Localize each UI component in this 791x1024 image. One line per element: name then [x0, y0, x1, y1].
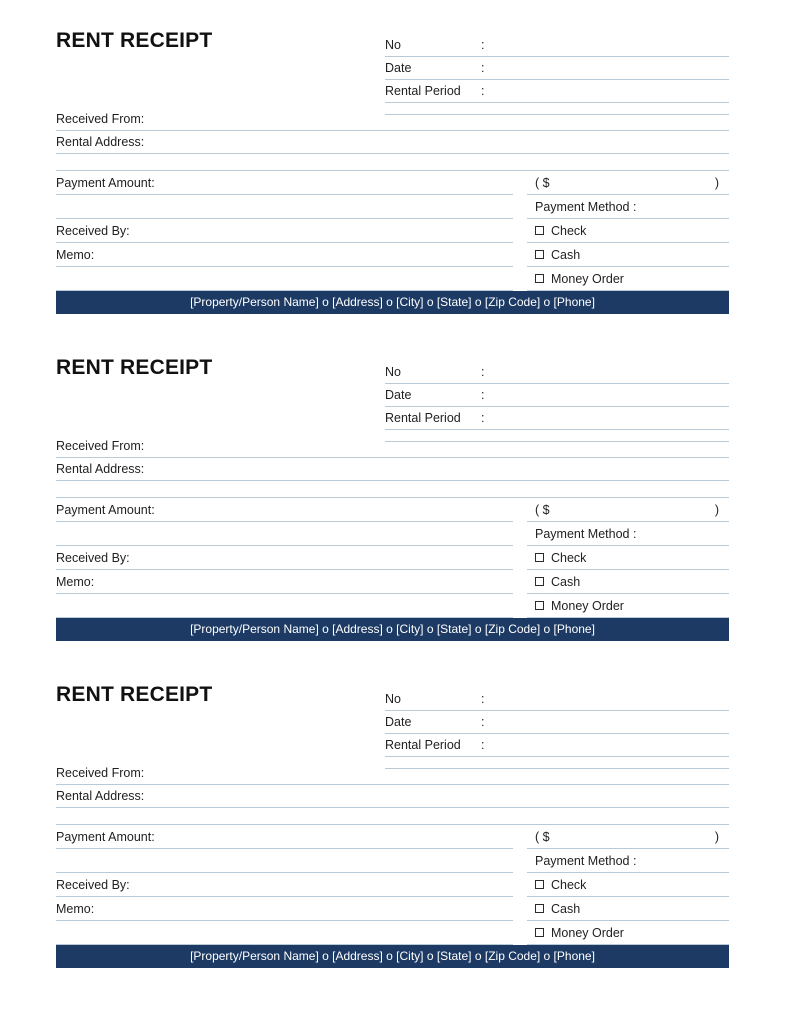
checkbox-icon[interactable]: [535, 226, 544, 235]
payment-method-option-check[interactable]: [527, 219, 729, 243]
payment-method-label-cash: Cash: [551, 247, 581, 262]
payment-method-label-cell: [527, 195, 729, 219]
field-label-rental-address: Rental Address:: [56, 134, 145, 149]
field-colon-rental-period: :: [481, 737, 485, 752]
receipt-footer-bar: [Property/Person Name] o [Address] o [City] o [State] o [Zip Code] o [Phone]: [56, 945, 729, 968]
field-colon-date: :: [481, 714, 485, 729]
checkbox-icon[interactable]: [535, 928, 544, 937]
field-label-received-by: Received By:: [56, 223, 130, 238]
currency-open-paren: ( $: [535, 175, 550, 190]
field-label-date: Date: [385, 60, 412, 75]
close-paren: ): [714, 175, 719, 190]
field-label-no: No: [385, 364, 401, 379]
payment-method-label: Payment Method :: [535, 199, 637, 214]
field-label-rental-address: Rental Address:: [56, 788, 145, 803]
payment-section: [56, 171, 729, 291]
field-colon-no: :: [481, 37, 485, 52]
payment-method-label: Payment Method :: [535, 853, 637, 868]
field-row-date[interactable]: [385, 384, 729, 407]
field-label-rental-period: Rental Period: [385, 410, 461, 425]
checkbox-icon[interactable]: [535, 904, 544, 913]
payment-right-column: [527, 171, 729, 291]
field-row-rental-period[interactable]: [385, 80, 729, 103]
field-label-received-by: Received By:: [56, 550, 130, 565]
field-label-no: No: [385, 37, 401, 52]
field-row-date[interactable]: [385, 57, 729, 80]
field-row-memo[interactable]: [56, 570, 513, 594]
field-row-rental-address[interactable]: [56, 458, 729, 481]
field-row-no[interactable]: [385, 361, 729, 384]
payment-section: [56, 825, 729, 945]
receipt-footer-bar: [Property/Person Name] o [Address] o [City] o [State] o [Zip Code] o [Phone]: [56, 618, 729, 641]
payment-amount-value-cell[interactable]: [527, 825, 729, 849]
section-divider-rule: [56, 154, 729, 171]
rent-receipt-block-1: [56, 28, 729, 314]
payment-method-label-check: Check: [551, 877, 587, 892]
payment-method-label-cell: [527, 522, 729, 546]
field-label-payment-amount: Payment Amount:: [56, 502, 155, 517]
currency-open-paren: ( $: [535, 829, 550, 844]
field-row-date[interactable]: [385, 711, 729, 734]
payment-method-option-money-order[interactable]: [527, 594, 729, 618]
field-label-received-by: Received By:: [56, 877, 130, 892]
rent-receipt-block-2: [56, 355, 729, 641]
payment-right-column: [527, 825, 729, 945]
field-row-no[interactable]: [385, 34, 729, 57]
payment-amount-value-cell[interactable]: [527, 171, 729, 195]
close-paren: ): [714, 829, 719, 844]
field-colon-no: :: [481, 364, 485, 379]
field-colon-no: :: [481, 691, 485, 706]
payment-section: [56, 498, 729, 618]
field-row-memo[interactable]: [56, 897, 513, 921]
receipt-meta-fields: [385, 361, 729, 442]
checkbox-icon[interactable]: [535, 553, 544, 562]
field-row-received-by[interactable]: [56, 873, 513, 897]
page-title: RENT RECEIPT: [56, 29, 213, 52]
field-row-received-by[interactable]: [56, 219, 513, 243]
field-row-rental-period[interactable]: [385, 407, 729, 430]
field-label-no: No: [385, 691, 401, 706]
payment-right-column: [527, 498, 729, 618]
payment-method-option-cash[interactable]: [527, 570, 729, 594]
payment-left-column: [56, 498, 513, 618]
field-label-payment-amount: Payment Amount:: [56, 829, 155, 844]
payment-method-label-money-order: Money Order: [551, 598, 624, 613]
meta-spacer-rule: [385, 757, 729, 769]
field-row-payment-amount[interactable]: [56, 498, 513, 522]
payment-left-column: [56, 825, 513, 945]
payment-method-label-money-order: Money Order: [551, 925, 624, 940]
field-label-received-from: Received From:: [56, 438, 145, 453]
payment-method-label-money-order: Money Order: [551, 271, 624, 286]
field-colon-date: :: [481, 387, 485, 402]
field-row-no[interactable]: [385, 688, 729, 711]
field-label-rental-address: Rental Address:: [56, 461, 145, 476]
payment-left-blank-2: [56, 921, 513, 945]
payment-method-label-cash: Cash: [551, 901, 581, 916]
payment-column-gap: [513, 825, 527, 945]
checkbox-icon[interactable]: [535, 601, 544, 610]
field-colon-rental-period: :: [481, 83, 485, 98]
payment-left-blank-1: [56, 849, 513, 873]
field-colon-date: :: [481, 60, 485, 75]
checkbox-icon[interactable]: [535, 577, 544, 586]
field-label-payment-amount: Payment Amount:: [56, 175, 155, 190]
receipt-footer-bar: [Property/Person Name] o [Address] o [City] o [State] o [Zip Code] o [Phone]: [56, 291, 729, 314]
receipt-meta-fields: [385, 688, 729, 769]
field-row-rental-address[interactable]: [56, 131, 729, 154]
payment-column-gap: [513, 171, 527, 291]
field-label-memo: Memo:: [56, 574, 95, 589]
section-divider-rule: [56, 808, 729, 825]
payment-method-label-cell: [527, 849, 729, 873]
field-label-rental-period: Rental Period: [385, 83, 461, 98]
field-row-payment-amount[interactable]: [56, 171, 513, 195]
checkbox-icon[interactable]: [535, 250, 544, 259]
payment-left-blank-1: [56, 522, 513, 546]
payment-left-column: [56, 171, 513, 291]
page-title: RENT RECEIPT: [56, 356, 213, 379]
field-label-memo: Memo:: [56, 247, 95, 262]
payment-method-label: Payment Method :: [535, 526, 637, 541]
payment-method-option-check[interactable]: [527, 873, 729, 897]
page-title: RENT RECEIPT: [56, 683, 213, 706]
receipt-meta-fields: [385, 34, 729, 115]
payment-method-label-check: Check: [551, 223, 587, 238]
meta-spacer-rule: [385, 430, 729, 442]
field-row-rental-period[interactable]: [385, 734, 729, 757]
payment-method-label-cash: Cash: [551, 574, 581, 589]
payment-column-gap: [513, 498, 527, 618]
payment-method-label-check: Check: [551, 550, 587, 565]
payment-left-blank-1: [56, 195, 513, 219]
payment-method-option-cash[interactable]: [527, 897, 729, 921]
section-divider-rule: [56, 481, 729, 498]
payment-method-option-check[interactable]: [527, 546, 729, 570]
currency-open-paren: ( $: [535, 502, 550, 517]
field-label-date: Date: [385, 714, 412, 729]
checkbox-icon[interactable]: [535, 880, 544, 889]
payment-method-option-money-order[interactable]: [527, 267, 729, 291]
payment-left-blank-2: [56, 267, 513, 291]
field-row-memo[interactable]: [56, 243, 513, 267]
rent-receipt-block-3: [56, 682, 729, 968]
payment-method-option-cash[interactable]: [527, 243, 729, 267]
field-label-received-from: Received From:: [56, 111, 145, 126]
field-label-date: Date: [385, 387, 412, 402]
field-row-received-by[interactable]: [56, 546, 513, 570]
payment-left-blank-2: [56, 594, 513, 618]
payment-amount-value-cell[interactable]: [527, 498, 729, 522]
field-label-memo: Memo:: [56, 901, 95, 916]
field-label-received-from: Received From:: [56, 765, 145, 780]
field-row-rental-address[interactable]: [56, 785, 729, 808]
checkbox-icon[interactable]: [535, 274, 544, 283]
meta-spacer-rule: [385, 103, 729, 115]
payment-method-option-money-order[interactable]: [527, 921, 729, 945]
field-label-rental-period: Rental Period: [385, 737, 461, 752]
close-paren: ): [714, 502, 719, 517]
field-colon-rental-period: :: [481, 410, 485, 425]
field-row-payment-amount[interactable]: [56, 825, 513, 849]
